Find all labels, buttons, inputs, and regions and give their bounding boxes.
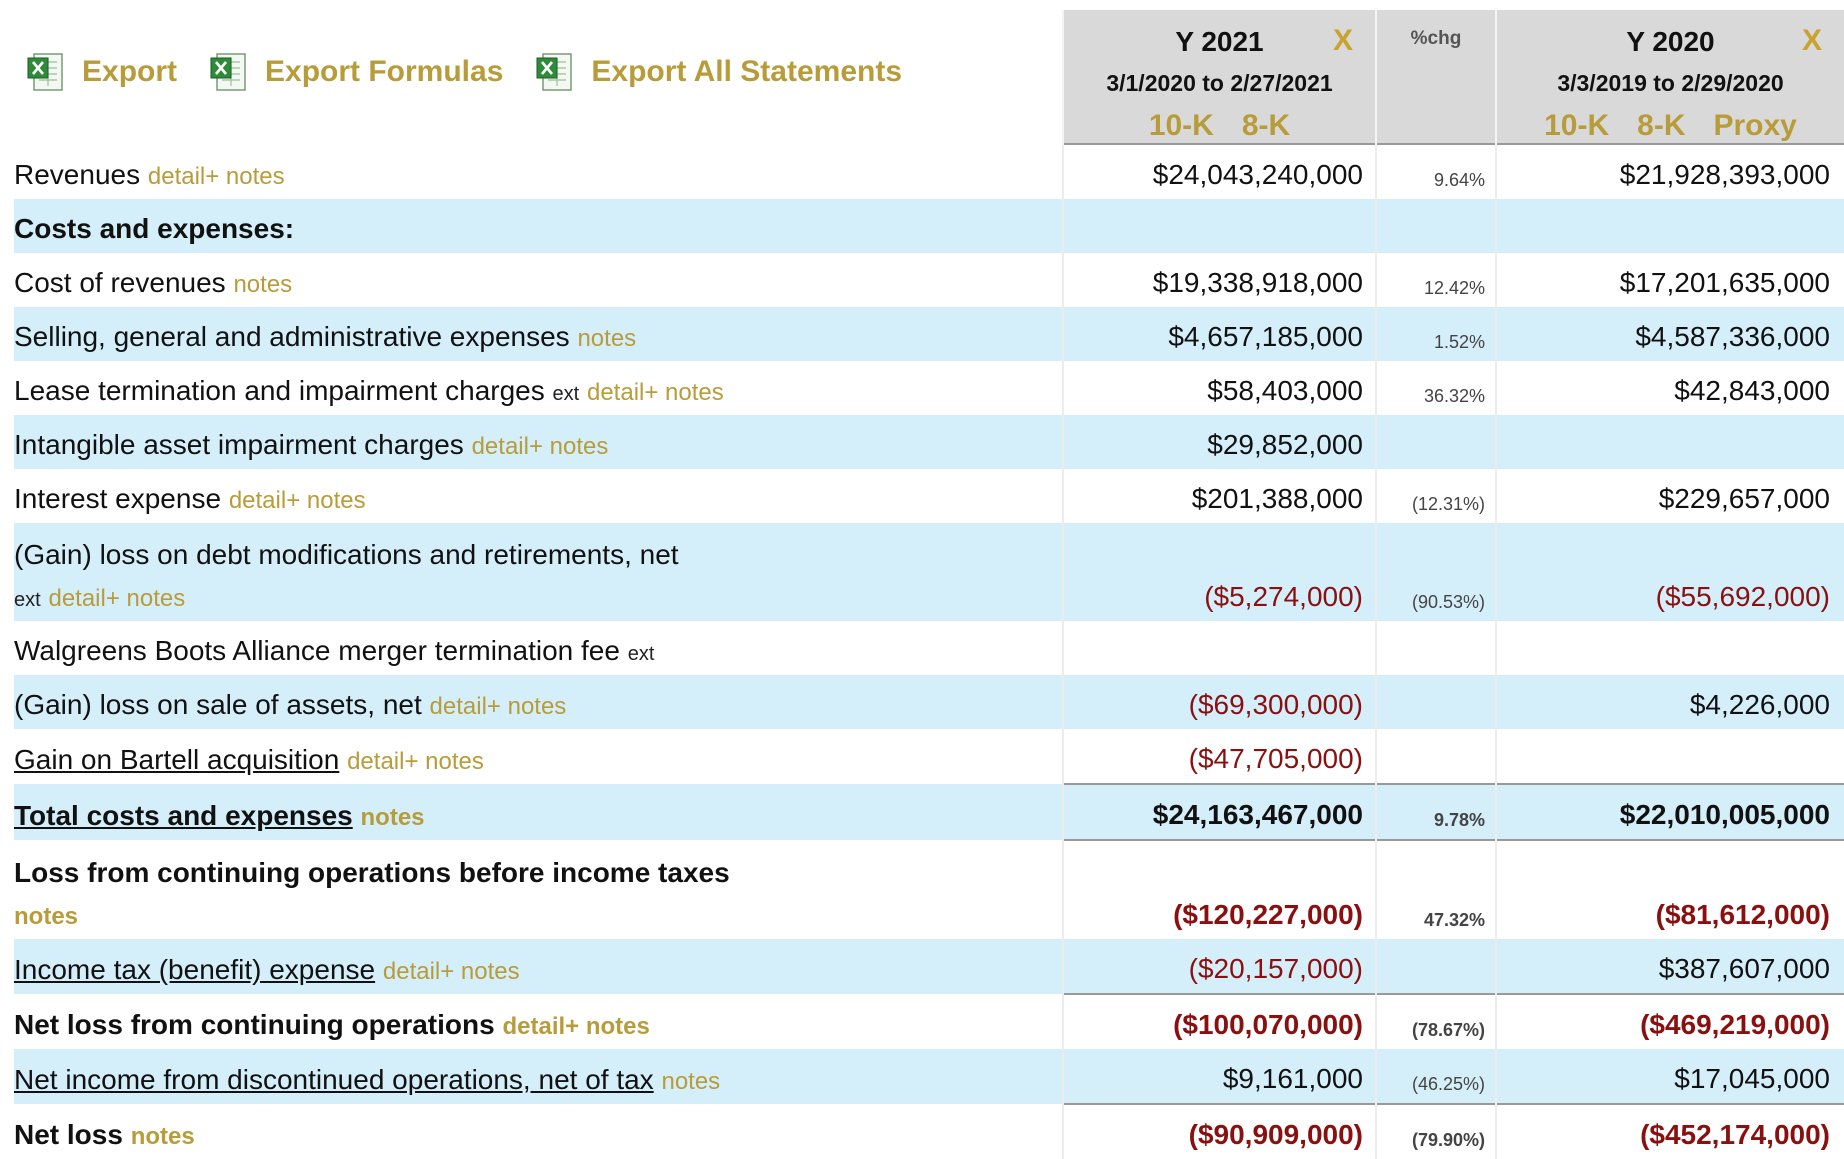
export-formulas-label: Export Formulas: [265, 55, 504, 88]
ext-tag: ext: [14, 589, 41, 611]
value-y2020: $387,607,000: [1496, 939, 1844, 994]
value-y2021: $4,657,185,000: [1063, 307, 1376, 361]
row-wba-termination-fee: [14, 621, 1844, 675]
pct-change: [1376, 939, 1496, 994]
value-y2021: $24,163,467,000: [1063, 784, 1376, 840]
value-y2020: [1496, 729, 1844, 784]
row-label: Net loss: [14, 1119, 123, 1150]
notes-link[interactable]: notes: [130, 1123, 195, 1150]
row-revenues: [14, 144, 1844, 199]
period-range: 3/1/2020 to 2/27/2021: [1106, 70, 1333, 96]
ext-tag: ext: [552, 383, 580, 405]
value-y2021: $29,852,000: [1063, 415, 1376, 469]
row-sga: [14, 307, 1844, 361]
pct-change: (90.53%): [1376, 523, 1496, 621]
value-y2021: $201,388,000: [1063, 469, 1376, 523]
notes-link[interactable]: notes: [14, 903, 79, 930]
row-label: (Gain) loss on debt modifications and retirements, net: [14, 539, 679, 570]
remove-column-button[interactable]: X: [1801, 24, 1822, 57]
row-net-loss: [14, 1104, 1844, 1159]
column-header-y2020: [1496, 10, 1844, 144]
value-y2021: ($47,705,000): [1063, 729, 1376, 784]
pct-change: (78.67%): [1376, 994, 1496, 1049]
detail-notes-link[interactable]: detail+ notes: [471, 433, 609, 460]
row-gain-bartell: [14, 729, 1844, 784]
row-label: Income tax (benefit) expense: [14, 954, 376, 985]
detail-notes-link[interactable]: detail+ notes: [147, 163, 285, 190]
row-label: Selling, general and administrative expenses: [14, 321, 570, 352]
value-y2021: $19,338,918,000: [1063, 253, 1376, 307]
row-gain-sale-assets: [14, 675, 1844, 729]
value-y2021: $9,161,000: [1063, 1049, 1376, 1104]
pct-change: (79.90%): [1376, 1104, 1496, 1159]
filing-link-8k[interactable]: 8-K: [1637, 109, 1686, 142]
year-label: Y 2021: [1175, 26, 1264, 57]
pct-change: 9.64%: [1376, 144, 1496, 199]
detail-notes-link[interactable]: detail+ notes: [429, 693, 567, 720]
value-y2020: [1496, 415, 1844, 469]
row-total-costs: [14, 784, 1844, 840]
column-header-chg: [1376, 10, 1496, 144]
value-y2020: $17,045,000: [1496, 1049, 1844, 1104]
filing-link-proxy[interactable]: Proxy: [1713, 109, 1797, 142]
row-cost-of-revenues: [14, 253, 1844, 307]
value-y2020: $42,843,000: [1496, 361, 1844, 415]
value-y2021: ($20,157,000): [1063, 939, 1376, 994]
row-label: (Gain) loss on sale of assets, net: [14, 689, 422, 720]
value-y2021: ($120,227,000): [1063, 840, 1376, 939]
detail-notes-link[interactable]: detail+ notes: [502, 1013, 650, 1040]
row-label: Interest expense: [14, 483, 222, 514]
export-formulas-button[interactable]: [209, 50, 503, 94]
row-label: Walgreens Boots Alliance merger termination fee: [14, 635, 620, 666]
notes-link[interactable]: notes: [360, 804, 425, 831]
detail-notes-link[interactable]: detail+ notes: [347, 748, 484, 775]
value-y2020: $22,010,005,000: [1496, 784, 1844, 840]
pct-change: 36.32%: [1376, 361, 1496, 415]
row-label: Intangible asset impairment charges: [14, 429, 464, 460]
filing-link-10k[interactable]: 10-K: [1148, 109, 1214, 142]
value-y2020: $21,928,393,000: [1496, 144, 1844, 199]
value-y2021: [1063, 621, 1376, 675]
pct-change: [1376, 415, 1496, 469]
value-y2020: $17,201,635,000: [1496, 253, 1844, 307]
value-y2020: [1496, 621, 1844, 675]
row-interest-expense: [14, 469, 1844, 523]
row-intangible-impairment: [14, 415, 1844, 469]
value-y2021: $58,403,000: [1063, 361, 1376, 415]
row-label: Cost of revenues: [14, 267, 226, 298]
remove-column-button[interactable]: X: [1332, 24, 1353, 57]
excel-icon: [209, 50, 249, 94]
pct-change: 1.52%: [1376, 307, 1496, 361]
value-y2020: $4,587,336,000: [1496, 307, 1844, 361]
excel-icon: [535, 50, 575, 94]
detail-notes-link[interactable]: detail+ notes: [48, 585, 186, 612]
income-statement-table: [14, 10, 1844, 1159]
section-heading: Costs and expenses:: [14, 199, 1063, 253]
pct-change: 12.42%: [1376, 253, 1496, 307]
row-label: Loss from continuing operations before income taxes: [14, 857, 730, 888]
value-y2021: ($69,300,000): [1063, 675, 1376, 729]
export-all-statements-button[interactable]: [535, 50, 902, 94]
detail-notes-link[interactable]: detail+ notes: [586, 379, 724, 406]
value-y2020: ($81,612,000): [1496, 840, 1844, 939]
pct-change: [1376, 675, 1496, 729]
row-label: Net loss from continuing operations: [14, 1009, 495, 1040]
row-label: Revenues: [14, 159, 141, 190]
row-gain-debt-modifications: [14, 523, 1844, 621]
pct-change-label: %chg: [1410, 28, 1462, 49]
notes-link[interactable]: notes: [577, 325, 637, 352]
excel-icon: [26, 50, 66, 94]
value-y2021: ($5,274,000): [1063, 523, 1376, 621]
export-all-label: Export All Statements: [591, 55, 903, 88]
value-y2020: ($469,219,000): [1496, 994, 1844, 1049]
export-toolbar: [26, 50, 934, 94]
value-y2020: ($55,692,000): [1496, 523, 1844, 621]
notes-link[interactable]: notes: [661, 1068, 721, 1095]
export-label: Export: [82, 55, 178, 88]
value-y2020: $4,226,000: [1496, 675, 1844, 729]
pct-change: [1376, 621, 1496, 675]
column-header-y2021: [1063, 10, 1376, 144]
row-loss-before-taxes: [14, 840, 1844, 939]
pct-change: 9.78%: [1376, 784, 1496, 840]
notes-link[interactable]: notes: [233, 271, 293, 298]
year-label: Y 2020: [1626, 26, 1715, 57]
period-range: 3/3/2019 to 2/29/2020: [1557, 70, 1784, 96]
row-label: Gain on Bartell acquisition: [14, 744, 340, 775]
filing-link-10k[interactable]: 10-K: [1544, 109, 1610, 142]
detail-notes-link[interactable]: detail+ notes: [382, 958, 520, 985]
ext-tag: ext: [627, 643, 655, 665]
value-y2021: ($90,909,000): [1063, 1104, 1376, 1159]
row-label: Total costs and expenses: [14, 800, 353, 831]
export-button[interactable]: [26, 50, 177, 94]
value-y2021: ($100,070,000): [1063, 994, 1376, 1049]
detail-notes-link[interactable]: detail+ notes: [228, 487, 366, 514]
pct-change: (46.25%): [1376, 1049, 1496, 1104]
filing-link-8k[interactable]: 8-K: [1241, 109, 1291, 142]
pct-change: [1376, 729, 1496, 784]
pct-change: 47.32%: [1376, 840, 1496, 939]
row-net-income-discontinued: [14, 1049, 1844, 1104]
row-lease-termination: [14, 361, 1844, 415]
row-income-tax: [14, 939, 1844, 994]
row-costs-header: [14, 199, 1844, 253]
value-y2021: $24,043,240,000: [1063, 144, 1376, 199]
pct-change: (12.31%): [1376, 469, 1496, 523]
row-label: Net income from discontinued operations, net of tax: [14, 1064, 654, 1095]
value-y2020: ($452,174,000): [1496, 1104, 1844, 1159]
row-label: Lease termination and impairment charges: [14, 375, 545, 406]
value-y2020: $229,657,000: [1496, 469, 1844, 523]
